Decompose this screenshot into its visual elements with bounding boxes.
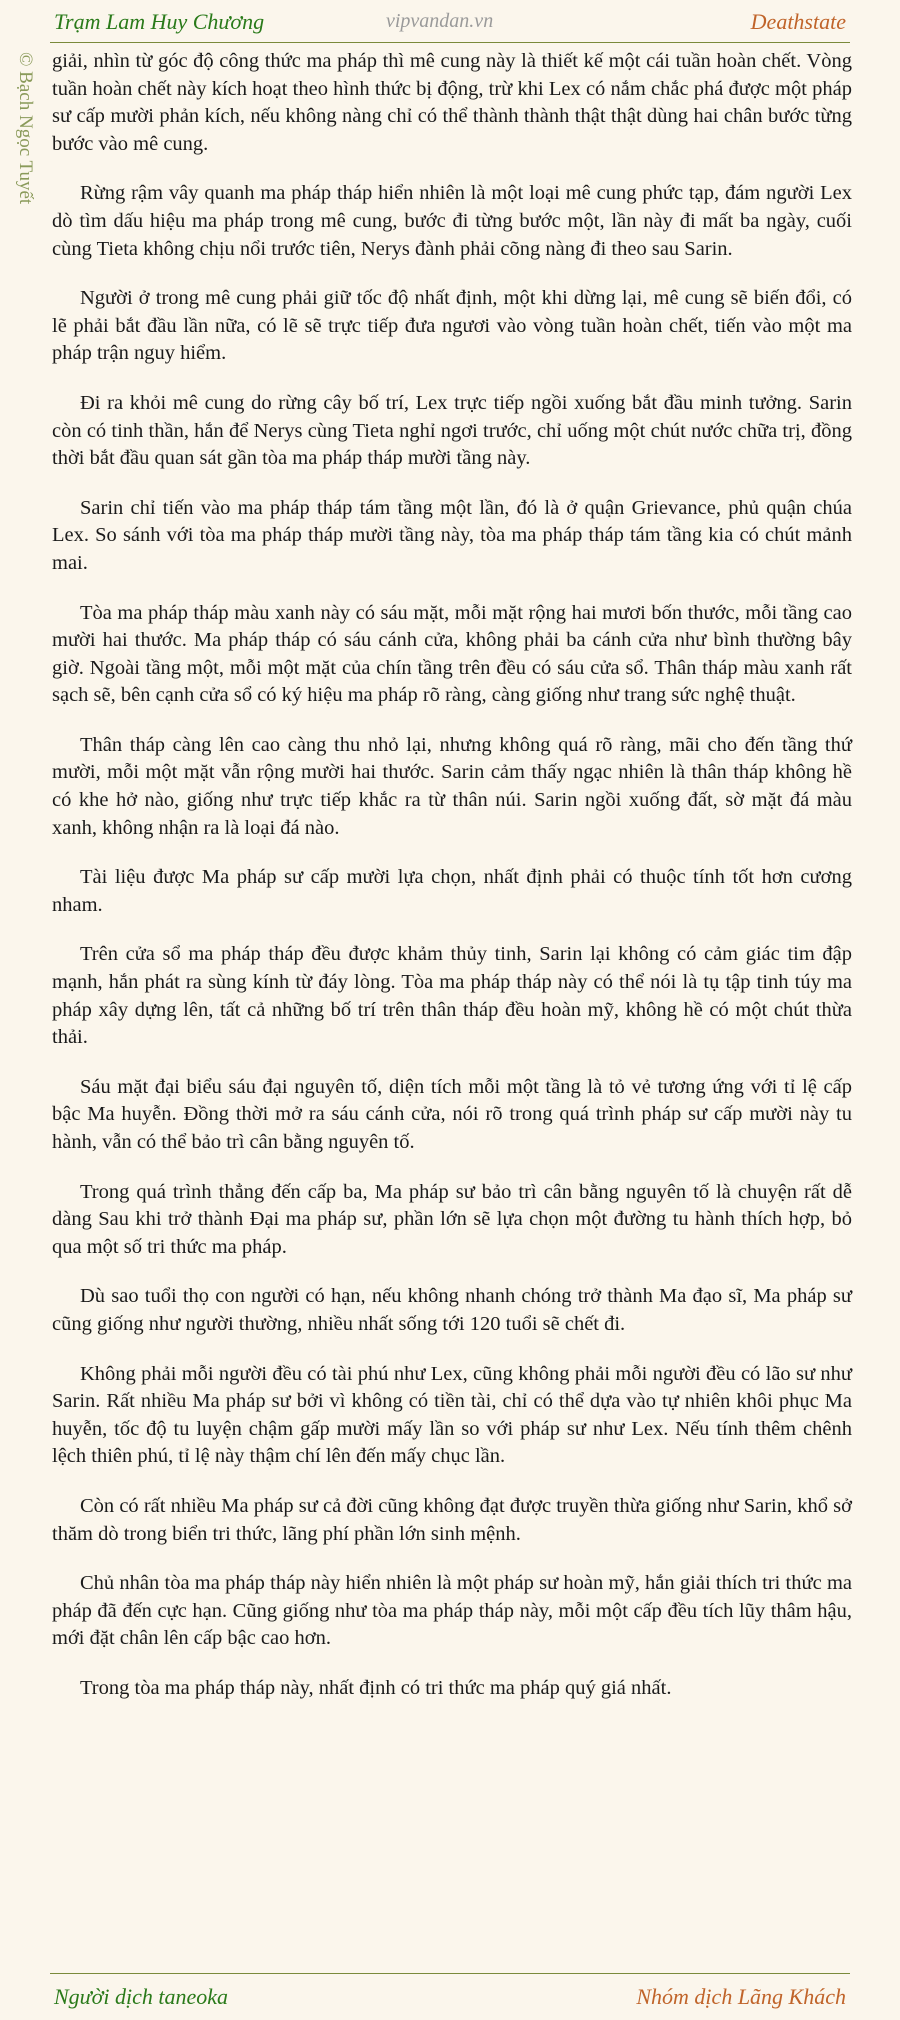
paragraph: Sáu mặt đại biểu sáu đại nguyên tố, diện tích mỗi một tầng là tỏ vẻ tương ứng với tỉ lệ cấp bậc Ma huyễn. Đồng thời mở ra sáu cánh cửa, nói rõ trong quá trình pháp sư cấp mười này tu hành, vẫn có thể bảo trì cân bằng nguyên tố. xyxy=(52,1075,852,1153)
book-title: Deathstate xyxy=(750,9,846,34)
page-header xyxy=(50,0,850,43)
paragraph: Chủ nhân tòa ma pháp tháp này hiển nhiên là một pháp sư hoàn mỹ, hắn giải thích tri thức ma pháp đã đến cực hạn. Cũng giống như tòa ma pháp tháp này, mỗi một cấp đều tích lũy thâm hậu, mới đặt chân lên cấp bậc cao hơn. xyxy=(52,1572,852,1650)
translator-credit: Người dịch taneoka xyxy=(54,1984,229,2009)
paragraph: Thân tháp càng lên cao càng thu nhỏ lại, nhưng không quá rõ ràng, mãi cho đến tầng thứ mười, mỗi một mặt vẫn rộng mười hai thước. Sarin cảm thấy ngạc nhiên là thân tháp không hề có khe hở nào, giống như trực tiếp khắc ra từ thân núi. Sarin ngồi xuống đất, sờ mặt đá màu xanh, không nhận ra là loại đá nào. xyxy=(52,733,852,839)
copyright-text: © Bạch Ngọc Tuyết xyxy=(15,52,36,205)
paragraph: Rừng rậm vây quanh ma pháp tháp hiển nhiên là một loại mê cung phức tạp, đám người Lex dò tìm dấu hiệu ma pháp trong mê cung, bước đi từng bước một, lần này đi mất ba ngày, cuối cùng Tieta không chịu nổi trước tiên, Nerys đành phải cõng nàng đi theo sau Sarin. xyxy=(52,182,852,260)
paragraph: giải, nhìn từ góc độ công thức ma pháp thì mê cung này là thiết kế một cái tuần hoàn chết. Vòng tuần hoàn chết này kích hoạt theo hình thức bị động, trừ khi Lex có nắm chắc phá được một pháp sư cấp mười phản kích, nếu không nàng chỉ có thể thành thành thật thật dùng hai chân bước từng bước vào mê cung. xyxy=(52,50,852,155)
paragraph: Đi ra khỏi mê cung do rừng cây bố trí, Lex trực tiếp ngồi xuống bắt đầu minh tưởng. Sarin còn có tinh thần, hắn để Nerys cùng Tieta nghỉ ngơi trước, chỉ uống một chút nước chữa trị, đồng thời bắt đầu quan sát gần tòa ma pháp tháp mười tầng này. xyxy=(52,391,852,470)
paragraph: Trong quá trình thẳng đến cấp ba, Ma pháp sư bảo trì cân bằng nguyên tố là chuyện rất dễ dàng Sau khi trở thành Đại ma pháp sư, phần lớn sẽ lựa chọn một đường tu hành thích hợp, bỏ qua một số tri thức ma pháp. xyxy=(52,1180,852,1258)
page-footer xyxy=(50,1973,850,2020)
group-credit: Nhóm dịch Lãng Khách xyxy=(636,1984,846,2009)
paragraph: Trong tòa ma pháp tháp này, nhất định có tri thức ma pháp quý giá nhất. xyxy=(80,1676,672,1699)
copyright-sidebar xyxy=(10,52,38,262)
chapter-content xyxy=(52,48,852,1725)
paragraph: Người ở trong mê cung phải giữ tốc độ nhất định, một khi dừng lại, mê cung sẽ biến đổi, có lẽ phải bắt đầu lần nữa, có lẽ sẽ trực tiếp đưa ngươi vào vòng tuần hoàn chết, tiến vào một ma pháp trận nguy hiểm. xyxy=(52,287,852,365)
paragraph: Dù sao tuổi thọ con người có hạn, nếu không nhanh chóng trở thành Ma đạo sĩ, Ma pháp sư cũng giống như người thường, nhiều nhất sống tới 120 tuổi sẽ chết đi. xyxy=(52,1285,852,1335)
paragraph: Tòa ma pháp tháp màu xanh này có sáu mặt, mỗi mặt rộng hai mươi bốn thước, mỗi tầng cao mười hai thước. Ma pháp tháp có sáu cánh cửa, không phải ba cánh cửa như bình thường bây giờ. Ngoài tầng một, mỗi một mặt của chín tầng trên đều có sáu cửa sổ. Thân tháp màu xanh rất sạch sẽ, bên cạnh cửa sổ có ký hiệu ma pháp rõ ràng, càng giống như trang sức nghệ thuật. xyxy=(52,601,852,707)
site-title: Trạm Lam Huy Chương xyxy=(54,9,265,34)
site-url[interactable]: vipvandan.vn xyxy=(386,10,494,32)
paragraph: Sarin chỉ tiến vào ma pháp tháp tám tầng một lần, đó là ở quận Grievance, phủ quận chúa Lex. So sánh với tòa ma pháp tháp mười tầng này, tòa ma pháp tháp tám tầng kia có chút mảnh mai. xyxy=(52,496,852,574)
paragraph: Còn có rất nhiều Ma pháp sư cả đời cũng không đạt được truyền thừa giống như Sarin, khổ sở thăm dò trong biển tri thức, lãng phí phần lớn sinh mệnh. xyxy=(52,1494,852,1545)
paragraph: Trên cửa sổ ma pháp tháp đều được khảm thủy tinh, Sarin lại không có cảm giác tim đập mạnh, hắn phát ra sùng kính từ đáy lòng. Tòa ma pháp tháp này có thể nói là tụ tập tinh túy ma pháp xây dựng lên, tất cả những bố trí trên thân tháp đều hoàn mỹ, không hề có một chút thừa thải. xyxy=(52,943,852,1049)
paragraph: Tài liệu được Ma pháp sư cấp mười lựa chọn, nhất định phải có thuộc tính tốt hơn cương nham. xyxy=(52,866,852,916)
paragraph: Không phải mỗi người đều có tài phú như Lex, cũng không phải mỗi người đều có lão sư như Sarin. Rất nhiều Ma pháp sư bởi vì không có tiền tài, chỉ có thể dựa vào tự nhiên khôi phục Ma huyễn, tốc độ tu luyện chậm gấp mười mấy lần so với pháp sư như Lex. Nếu tính thêm chênh lệch thiên phú, tỉ lệ này thậm chí lên đến mấy chục lần. xyxy=(52,1362,852,1468)
